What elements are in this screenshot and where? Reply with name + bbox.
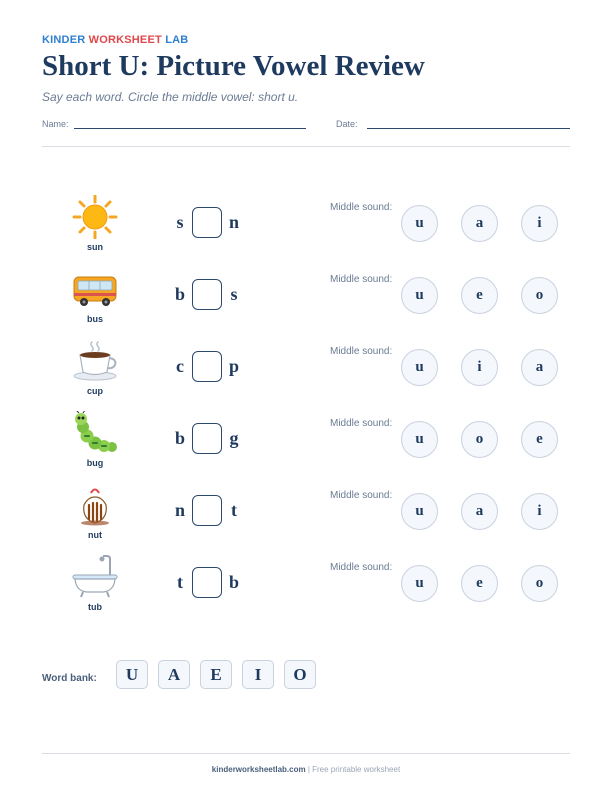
vowel-blank[interactable] [192,279,222,310]
vowel-blank[interactable] [192,207,222,238]
vowel-option[interactable]: u [401,349,438,386]
last-letter: p [228,355,239,376]
vowel-option[interactable]: u [401,565,438,602]
vowel-option[interactable]: u [401,277,438,314]
vowel-option[interactable]: u [401,421,438,458]
picture-word: bus [86,314,103,324]
vowel-option[interactable]: e [521,421,558,458]
vowel-option[interactable]: u [401,493,438,530]
first-letter: s [176,211,184,232]
middle-sound-label: Middle sound: [330,562,393,573]
name-line[interactable] [74,128,306,129]
picture-word: bug [86,458,104,468]
header-divider [42,146,570,147]
cup-icon [70,339,120,383]
middle-sound-label: Middle sound: [330,202,393,213]
brand-part-1: KINDER [42,34,89,46]
last-letter: b [228,571,239,592]
vowel-blank[interactable] [192,351,222,382]
last-letter: g [229,427,239,448]
tub-icon [70,555,120,599]
brand-logo [42,34,188,46]
exercise-row [0,339,612,411]
vowel-option[interactable]: o [521,565,558,602]
footer [0,765,612,774]
exercise-row [0,195,612,267]
last-letter: s [230,283,238,304]
vowel-option[interactable]: a [461,205,498,242]
word-bank-tile[interactable]: U [116,660,148,689]
word-builder [172,205,242,239]
instructions: Say each word. Circle the middle vowel: short u. [42,90,299,104]
word-bank-tile[interactable]: I [242,660,274,689]
word-builder [172,493,242,527]
vowel-blank[interactable] [192,567,222,598]
sun-icon [70,195,120,239]
picture-word: tub [88,602,102,612]
vowel-option[interactable]: o [521,277,558,314]
footer-divider [42,753,570,754]
word-builder [172,277,242,311]
vowel-option[interactable]: i [461,349,498,386]
word-bank-tile[interactable]: A [158,660,190,689]
middle-sound-label: Middle sound: [330,346,393,357]
middle-sound-label: Middle sound: [330,274,393,285]
word-builder [172,565,242,599]
vowel-option[interactable]: i [521,493,558,530]
date-line[interactable] [367,128,570,129]
brand-part-2: WORKSHEET [88,34,162,46]
exercise-row [0,267,612,339]
middle-sound-label: Middle sound: [330,418,393,429]
picture-word: nut [88,530,102,540]
vowel-option[interactable]: e [461,565,498,602]
vowel-option[interactable]: u [401,205,438,242]
bus-icon [70,267,120,311]
exercise-row [0,411,612,483]
exercise-row [0,483,612,555]
first-letter: b [174,427,185,448]
vowel-blank[interactable] [192,423,222,454]
picture-word: sun [86,242,103,252]
word-bank-label: Word bank: [42,673,97,684]
footer-note: | Free printable worksheet [305,765,401,774]
word-builder [172,349,242,383]
vowel-blank[interactable] [192,495,222,526]
exercise-row [0,555,612,627]
vowel-option[interactable]: e [461,277,498,314]
picture-word: cup [86,386,103,396]
footer-site-link[interactable]: kinderworksheetlab.com [211,765,306,774]
date-label: Date: [336,119,358,129]
word-bank-tile[interactable]: O [284,660,316,689]
first-letter: c [176,355,184,376]
middle-sound-label: Middle sound: [330,490,393,501]
vowel-option[interactable]: i [521,205,558,242]
vowel-option[interactable]: a [461,493,498,530]
vowel-option[interactable]: o [461,421,498,458]
last-letter: n [228,211,239,232]
first-letter: n [174,499,185,520]
nut-icon [70,483,120,527]
brand-part-3: LAB [161,34,189,46]
name-label: Name: [42,119,69,129]
word-builder [172,421,242,455]
vowel-option[interactable]: a [521,349,558,386]
bug-icon [70,411,120,455]
last-letter: t [231,499,237,520]
first-letter: b [174,283,185,304]
word-bank-tile[interactable]: E [200,660,232,689]
first-letter: t [177,571,183,592]
page-title: Short U: Picture Vowel Review [42,50,425,82]
